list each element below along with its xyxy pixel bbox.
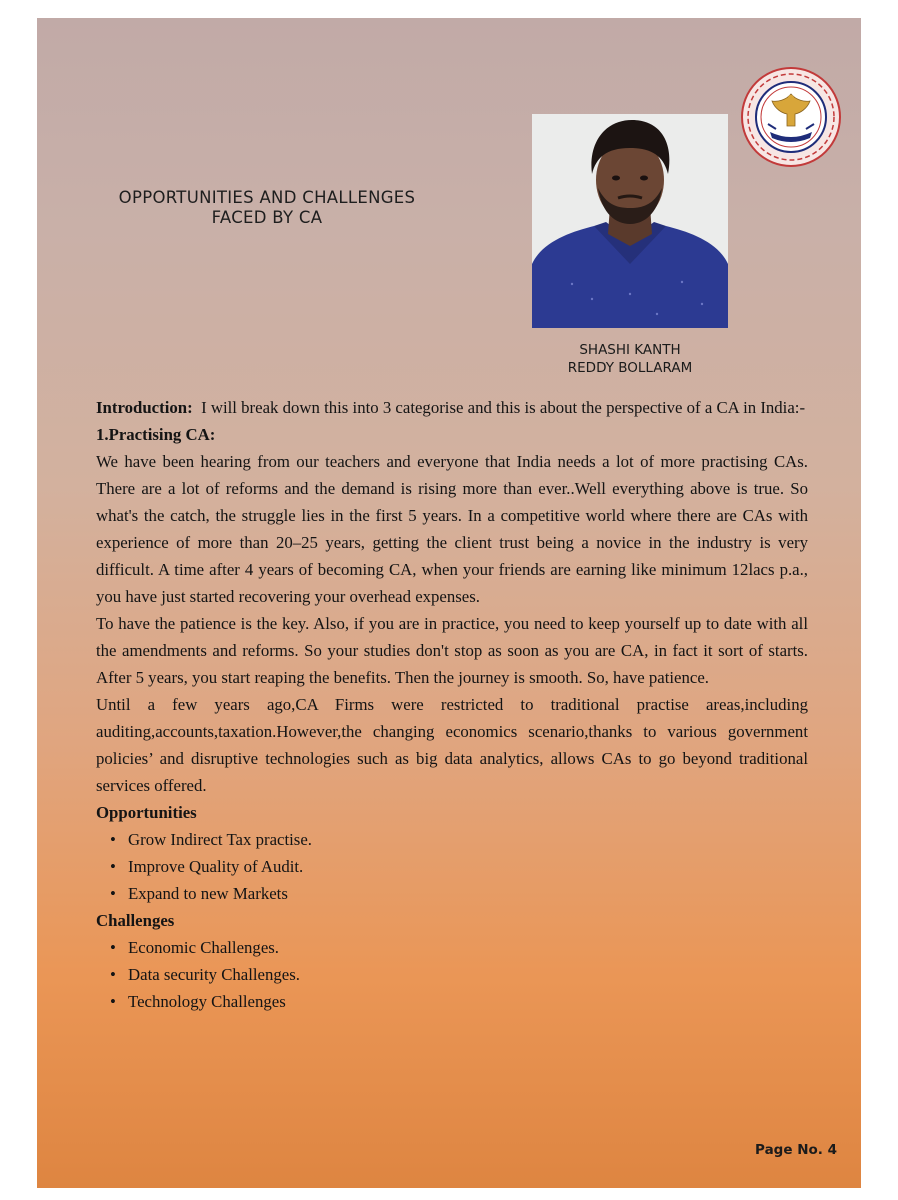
bullet-icon: • — [110, 965, 116, 984]
challenges-list — [96, 934, 808, 1015]
list-item: • Grow Indirect Tax practise. — [110, 826, 808, 853]
article-title — [82, 188, 452, 228]
paragraph-1: We have been hearing from our teachers and everyone that India needs a lot of more practising CAs. There are a lot of reforms and the demand is rising more than ever..Well everything above is true. So what's the catch, the struggle lies in the first 5 years. In a competitive world where there are CAs with experience of more than 20–25 years, getting the client trust being a novice in the industry is very difficult. A time after 4 years of becoming CA, when your friends are earning like minimum 12lacs p.a., you have just started recovering your overhead expenses. — [96, 452, 808, 606]
intro-paragraph — [96, 394, 808, 421]
bullet-icon: • — [110, 830, 116, 849]
list-item: • Economic Challenges. — [110, 934, 808, 961]
article-body — [96, 394, 808, 1015]
bullet-icon: • — [110, 857, 116, 876]
author-name-line-1: SHASHI KANTH — [579, 342, 681, 358]
list-item: • Technology Challenges — [110, 988, 808, 1015]
author-caption — [527, 341, 733, 377]
author-name-line-2: REDDY BOLLARAM — [567, 360, 693, 376]
intro-label: Introduction: — [96, 398, 193, 417]
paragraph-3: Until a few years ago,CA Firms were restricted to traditional practise areas,including auditing,accounts,taxation.However,the changing economics scenario,thanks to various government policies’ and disruptive technologies such as big data analytics, allows CAs to go beyond traditional services offered. — [96, 695, 808, 795]
challenges-heading: Challenges — [96, 911, 175, 930]
bullet-icon: • — [110, 938, 116, 957]
paragraph-2: To have the patience is the key. Also, if you are in practice, you need to keep yourself up to date with all the amendments and reforms. So your studies don't stop as soon as you are CA, in fact it sort of starts. After 5 years, you start reaping the benefits. Then the journey is smooth. So, have patience. — [96, 614, 808, 687]
opportunities-heading: Opportunities — [96, 803, 197, 822]
section-heading-practising-ca: 1.Practising CA: — [96, 425, 216, 444]
author-portrait-icon — [532, 114, 728, 328]
bullet-icon: • — [110, 884, 116, 903]
document-page — [37, 18, 861, 1188]
bullet-icon: • — [110, 992, 116, 1011]
icai-emblem-icon — [740, 66, 842, 168]
intro-text: I will break down this into 3 categorise and this is about the perspective of a CA in India:- — [201, 398, 806, 417]
title-line-2: FACED BY CA — [211, 208, 323, 227]
list-item: • Improve Quality of Audit. — [110, 853, 808, 880]
title-line-1: OPPORTUNITIES AND CHALLENGES — [118, 188, 416, 207]
list-item: • Expand to new Markets — [110, 880, 808, 907]
opportunities-list — [96, 826, 808, 907]
author-photo — [532, 114, 728, 328]
page-number: Page No. 4 — [755, 1142, 837, 1158]
list-item: • Data security Challenges. — [110, 961, 808, 988]
